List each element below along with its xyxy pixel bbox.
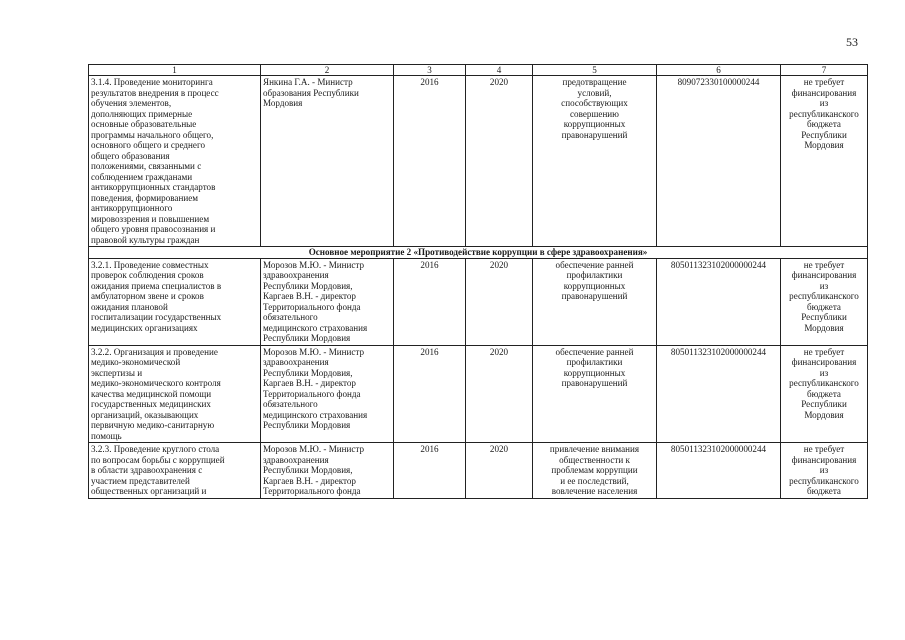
cell-line: бюджета bbox=[807, 486, 841, 496]
cell-line: правовой культуры граждан bbox=[91, 234, 200, 245]
cell-line: республиканского bbox=[789, 475, 859, 486]
cell-line: госпитализации государственных bbox=[91, 312, 222, 322]
cell-line: Территориального фонда bbox=[263, 301, 361, 312]
cell-line: бюджета bbox=[807, 388, 841, 399]
cell-line: финансирования bbox=[791, 357, 857, 367]
cell-line: 3.1.4. Проведение мониторинга bbox=[91, 77, 213, 87]
executor-cell bbox=[261, 258, 394, 345]
cell-line: антикоррупционных стандартов bbox=[91, 182, 216, 192]
cell-line: Янкина Г.А. - Министр bbox=[263, 77, 353, 87]
cell-line: Каргаев В.Н. - директор bbox=[263, 291, 356, 301]
cell-line: Республики Мордовия, bbox=[263, 465, 353, 475]
result-cell bbox=[533, 345, 657, 443]
budget-code-cell: 805011323102000000244 bbox=[657, 345, 781, 443]
cell-line: не требует bbox=[803, 259, 845, 270]
cell-line: профилактики bbox=[566, 270, 623, 280]
cell-line: обеспечение ранней bbox=[555, 259, 634, 270]
cell-line: по вопросам борьбы с коррупцией bbox=[91, 454, 225, 465]
cell-line: Морозов М.Ю. - Министр bbox=[263, 346, 365, 357]
cell-line: помощь bbox=[91, 430, 122, 441]
cell-line: из bbox=[819, 280, 829, 291]
cell-line: республиканского bbox=[789, 108, 859, 119]
cell-line: не требует bbox=[803, 444, 845, 454]
cell-line: Морозов М.Ю. - Министр bbox=[263, 259, 365, 270]
cell-line: Мордовия bbox=[804, 140, 844, 150]
cell-line: из bbox=[819, 367, 829, 378]
cell-line: Республики bbox=[801, 312, 847, 322]
cell-line: общего уровня правосознания и bbox=[91, 224, 216, 234]
result-cell bbox=[533, 443, 657, 499]
cell-line: республиканского bbox=[789, 291, 859, 301]
cell-line: программы начального общего, bbox=[91, 129, 214, 140]
table-row bbox=[89, 345, 868, 443]
column-number: 5 bbox=[533, 65, 657, 76]
cell-line: качества медицинской помощи bbox=[91, 388, 212, 399]
cell-line: правонарушений bbox=[561, 378, 628, 388]
result-cell bbox=[533, 258, 657, 345]
executor-cell bbox=[261, 443, 394, 499]
cell-line: обязательного bbox=[263, 399, 318, 409]
cell-line: Каргаев В.Н. - директор bbox=[263, 378, 356, 388]
cell-line: совершению bbox=[570, 108, 619, 119]
cell-line: Мордовия bbox=[263, 98, 303, 108]
cell-line: финансирования bbox=[791, 270, 857, 280]
cell-line: организаций, оказывающих bbox=[91, 409, 199, 420]
column-number: 4 bbox=[466, 65, 533, 76]
cell-line: коррупционных bbox=[563, 119, 626, 129]
cell-line: финансирования bbox=[791, 87, 857, 98]
cell-line: амбулаторном звене и сроков bbox=[91, 291, 204, 301]
cell-line: 3.2.1. Проведение совместных bbox=[91, 259, 209, 270]
cell-line: общего образования bbox=[91, 150, 170, 161]
cell-line: финансирования bbox=[791, 454, 857, 465]
cell-line: из bbox=[819, 98, 829, 108]
cell-line: Республики bbox=[801, 399, 847, 409]
cell-line: ожидания приема специалистов в bbox=[91, 280, 222, 291]
start-year-cell: 2016 bbox=[394, 258, 466, 345]
cell-line: Республики Мордовия, bbox=[263, 367, 353, 378]
section-title: Основное мероприятие 2 «Противодействие коррупции в сфере здравоохранения» bbox=[89, 247, 868, 259]
cell-line: обучения элементов, bbox=[91, 98, 172, 108]
cell-line: медико-экономического контроля bbox=[91, 378, 221, 388]
cell-line: антикоррупционного bbox=[91, 203, 173, 213]
financing-cell bbox=[781, 258, 868, 345]
cell-line: обязательного bbox=[263, 312, 318, 322]
executor-cell bbox=[261, 345, 394, 443]
start-year-cell: 2016 bbox=[394, 76, 466, 247]
program-table bbox=[88, 64, 868, 499]
cell-line: и ее последствий, bbox=[560, 475, 629, 486]
end-year-cell: 2020 bbox=[466, 76, 533, 247]
cell-line: медицинских организациях bbox=[91, 322, 198, 333]
section-row bbox=[89, 247, 868, 259]
cell-line: первичную медико-санитарную bbox=[91, 420, 215, 430]
cell-line: обеспечение ранней bbox=[555, 346, 634, 357]
cell-line: дополняющих примерные bbox=[91, 108, 193, 119]
cell-line: условий, bbox=[577, 87, 612, 98]
cell-line: Мордовия bbox=[804, 409, 844, 420]
measure-cell bbox=[89, 443, 261, 499]
page-number: 53 bbox=[846, 35, 858, 49]
budget-code-cell: 809072330100000244 bbox=[657, 76, 781, 247]
cell-line: 3.2.2. Организация и проведение bbox=[91, 346, 218, 357]
cell-line: не требует bbox=[803, 346, 845, 357]
cell-line: основные образовательные bbox=[91, 119, 197, 129]
cell-line: участием представителей bbox=[91, 475, 190, 486]
cell-line: предотвращение bbox=[562, 77, 627, 87]
cell-line: Республики bbox=[801, 129, 847, 140]
cell-line: экспертизы и bbox=[91, 367, 143, 378]
end-year-cell: 2020 bbox=[466, 443, 533, 499]
start-year-cell: 2016 bbox=[394, 443, 466, 499]
cell-line: Территориального фонда bbox=[263, 388, 361, 399]
cell-line: бюджета bbox=[807, 119, 841, 129]
end-year-cell: 2020 bbox=[466, 258, 533, 345]
cell-line: бюджета bbox=[807, 301, 841, 312]
cell-line: проверок соблюдения сроков bbox=[91, 270, 204, 280]
cell-line: Республики Мордовия bbox=[263, 333, 351, 343]
result-cell bbox=[533, 76, 657, 247]
cell-line: ожидания плановой bbox=[91, 301, 168, 312]
cell-line: мировоззрения и повышением bbox=[91, 213, 210, 224]
cell-line: поведения, формированием bbox=[91, 192, 198, 203]
financing-cell bbox=[781, 345, 868, 443]
cell-line: Республики Мордовия bbox=[263, 420, 351, 430]
cell-line: Морозов М.Ю. - Министр bbox=[263, 444, 365, 454]
measure-cell bbox=[89, 76, 261, 247]
cell-line: общественных организаций и bbox=[91, 486, 207, 496]
cell-line: способствующих bbox=[561, 98, 628, 108]
cell-line: коррупционных bbox=[563, 367, 626, 378]
cell-line: здравоохранения bbox=[263, 454, 329, 465]
budget-code-cell: 805011323102000000244 bbox=[657, 258, 781, 345]
cell-line: соблюдением гражданами bbox=[91, 171, 193, 182]
cell-line: 3.2.3. Проведение круглого стола bbox=[91, 444, 220, 454]
cell-line: Территориального фонда bbox=[263, 486, 361, 496]
end-year-cell: 2020 bbox=[466, 345, 533, 443]
financing-cell bbox=[781, 443, 868, 499]
column-number: 7 bbox=[781, 65, 868, 76]
cell-line: Каргаев В.Н. - директор bbox=[263, 475, 356, 486]
cell-line: медицинского страхования bbox=[263, 322, 368, 333]
measure-cell bbox=[89, 258, 261, 345]
cell-line: республиканского bbox=[789, 378, 859, 388]
column-number: 1 bbox=[89, 65, 261, 76]
cell-line: результатов внедрения в процесс bbox=[91, 87, 219, 98]
cell-line: здравоохранения bbox=[263, 357, 329, 367]
cell-line: государственных медицинских bbox=[91, 399, 211, 409]
table-row bbox=[89, 76, 868, 247]
table-row bbox=[89, 443, 868, 499]
cell-line: Мордовия bbox=[804, 322, 844, 333]
cell-line: здравоохранения bbox=[263, 270, 329, 280]
cell-line: положениями, связанными с bbox=[91, 161, 202, 171]
cell-line: профилактики bbox=[566, 357, 623, 367]
column-number: 3 bbox=[394, 65, 466, 76]
cell-line: основного общего и среднего bbox=[91, 140, 206, 150]
budget-code-cell: 805011323102000000244 bbox=[657, 443, 781, 499]
financing-cell bbox=[781, 76, 868, 247]
cell-line: проблемам коррупции bbox=[551, 465, 638, 475]
cell-line: привлечение внимания bbox=[549, 444, 640, 454]
cell-line: в области здравоохранения с bbox=[91, 465, 203, 475]
start-year-cell: 2016 bbox=[394, 345, 466, 443]
cell-line: не требует bbox=[803, 77, 845, 87]
cell-line: вовлечение населения bbox=[551, 486, 638, 496]
cell-line: медицинского страхования bbox=[263, 409, 368, 420]
executor-cell bbox=[261, 76, 394, 247]
cell-line: коррупционных bbox=[563, 280, 626, 291]
cell-line: общественности к bbox=[559, 454, 630, 465]
table-row bbox=[89, 258, 868, 345]
table-header-row bbox=[89, 65, 868, 76]
column-number: 2 bbox=[261, 65, 394, 76]
cell-line: из bbox=[819, 465, 829, 475]
cell-line: медико-экономической bbox=[91, 357, 181, 367]
cell-line: правонарушений bbox=[561, 129, 628, 140]
cell-line: образования Республики bbox=[263, 87, 359, 98]
cell-line: правонарушений bbox=[561, 291, 628, 301]
column-number: 6 bbox=[657, 65, 781, 76]
measure-cell bbox=[89, 345, 261, 443]
cell-line: Республики Мордовия, bbox=[263, 280, 353, 291]
